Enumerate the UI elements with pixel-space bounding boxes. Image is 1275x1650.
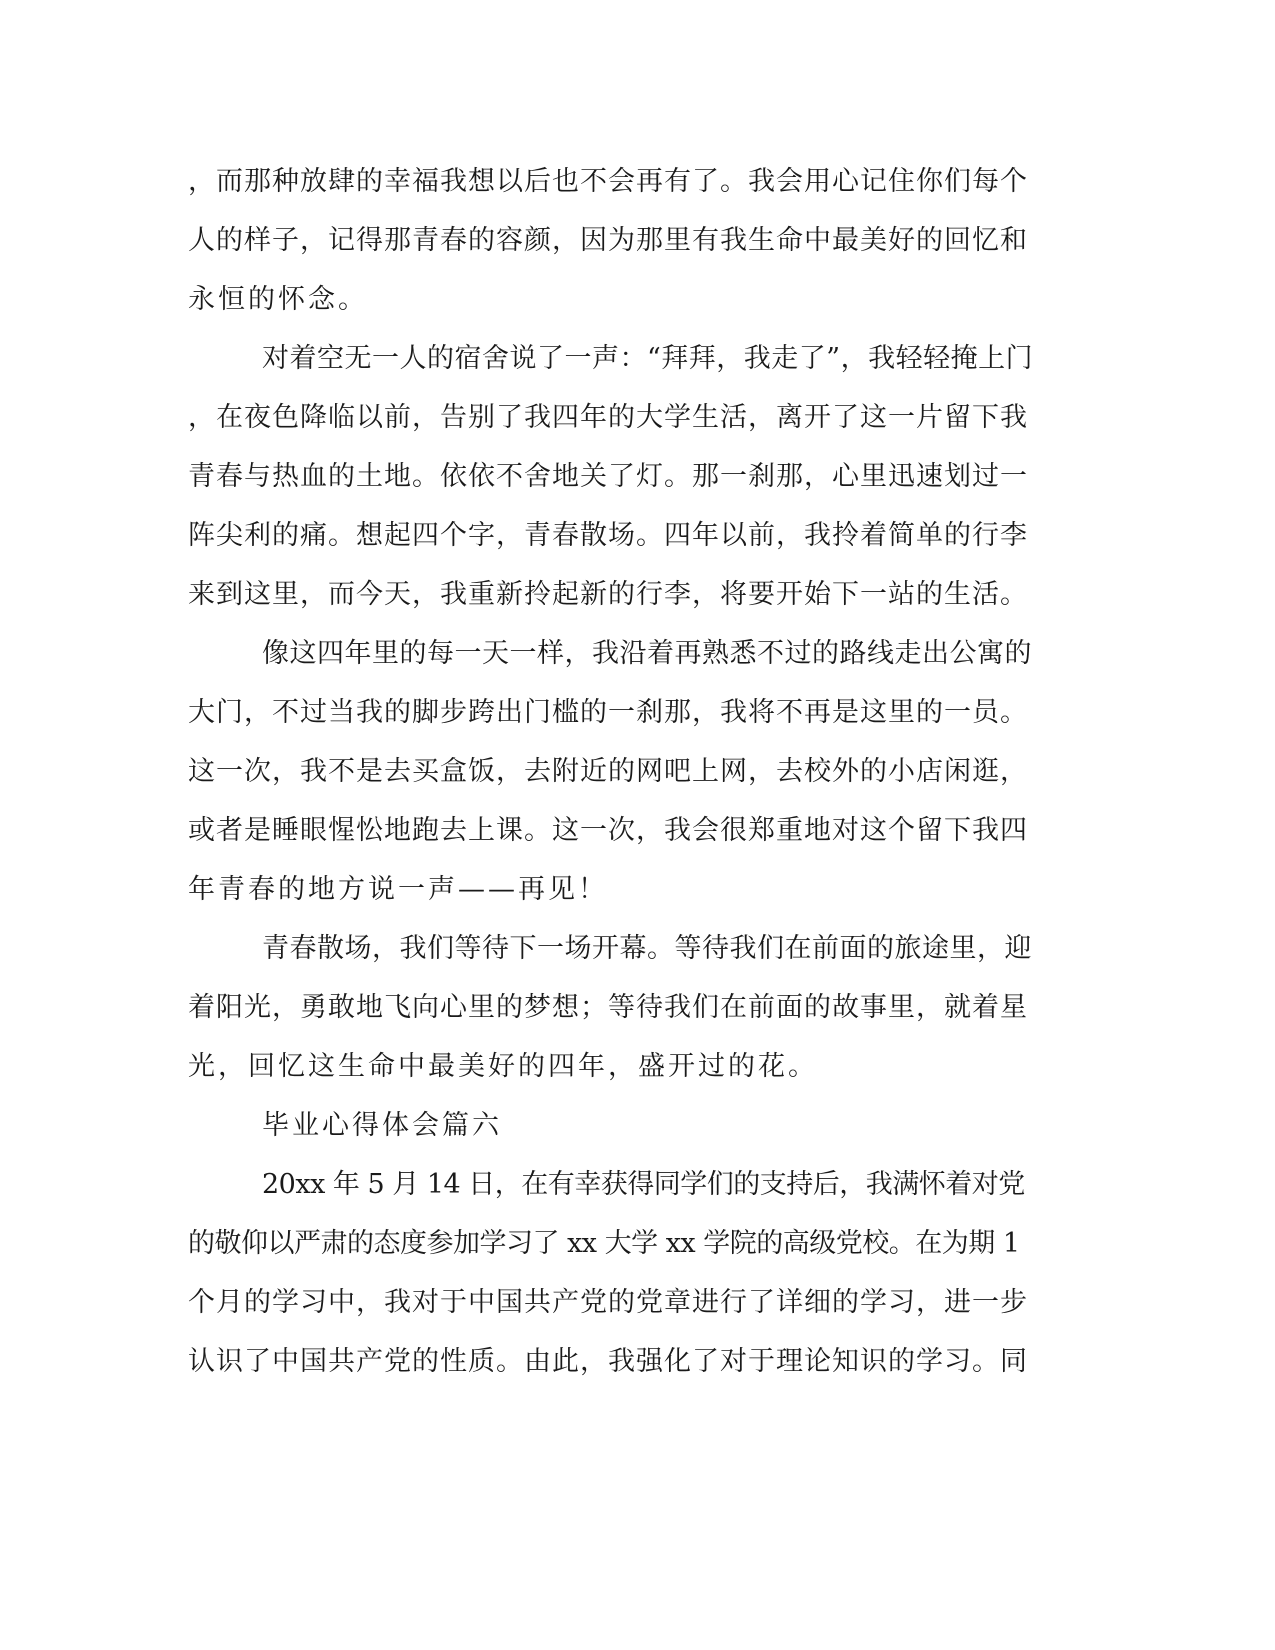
text-line: 的敬仰以严肃的态度参加学习了 xx 大学 xx 学院的高级党校。在为期 1 (188, 1228, 1020, 1259)
text-line: 个月的学习中，我对于中国共产党的党章进行了详细的学习，进一步 (188, 1287, 1028, 1318)
paragraph-start-line: 青春散场，我们等待下一场开幕。等待我们在前面的旅途里，迎 (262, 933, 1032, 964)
section-heading: 毕业心得体会篇六 (262, 1110, 502, 1141)
text-line: ，在夜色降临以前，告别了我四年的大学生活，离开了这一片留下我 (188, 402, 1028, 433)
text-line: 或者是睡眼惺忪地跑去上课。这一次，我会很郑重地对这个留下我四 (188, 815, 1028, 846)
text-line: 年青春的地方说一声——再见！ (188, 874, 608, 905)
text-line: 大门，不过当我的脚步跨出门槛的一刹那，我将不再是这里的一员。 (188, 697, 1028, 728)
text-line: 这一次，我不是去买盒饭，去附近的网吧上网，去校外的小店闲逛， (188, 756, 1028, 787)
paragraph-start-line: 对着空无一人的宿舍说了一声：“拜拜，我走了”，我轻轻掩上门 (262, 343, 1034, 374)
text-line: 认识了中国共产党的性质。由此，我强化了对于理论知识的学习。同 (188, 1346, 1028, 1377)
text-line: 阵尖利的痛。想起四个字，青春散场。四年以前，我拎着简单的行李 (188, 520, 1028, 551)
text-line: ，而那种放肆的幸福我想以后也不会再有了。我会用心记住你们每个 (188, 166, 1028, 197)
text-line: 永恒的怀念。 (188, 284, 368, 315)
text-line: 青春与热血的土地。依依不舍地关了灯。那一刹那，心里迅速划过一 (188, 461, 1028, 492)
text-line: 人的样子，记得那青春的容颜，因为那里有我生命中最美好的回忆和 (188, 225, 1028, 256)
paragraph-start-line: 像这四年里的每一天一样，我沿着再熟悉不过的路线走出公寓的 (262, 638, 1032, 669)
text-line: 来到这里，而今天，我重新拎起新的行李，将要开始下一站的生活。 (188, 579, 1028, 610)
text-line: 光，回忆这生命中最美好的四年，盛开过的花。 (188, 1051, 818, 1082)
text-line: 着阳光，勇敢地飞向心里的梦想；等待我们在前面的故事里，就着星 (188, 992, 1028, 1023)
paragraph-start-line: 20xx 年 5 月 14 日，在有幸获得同学们的支持后，我满怀着对党 (262, 1169, 1025, 1200)
